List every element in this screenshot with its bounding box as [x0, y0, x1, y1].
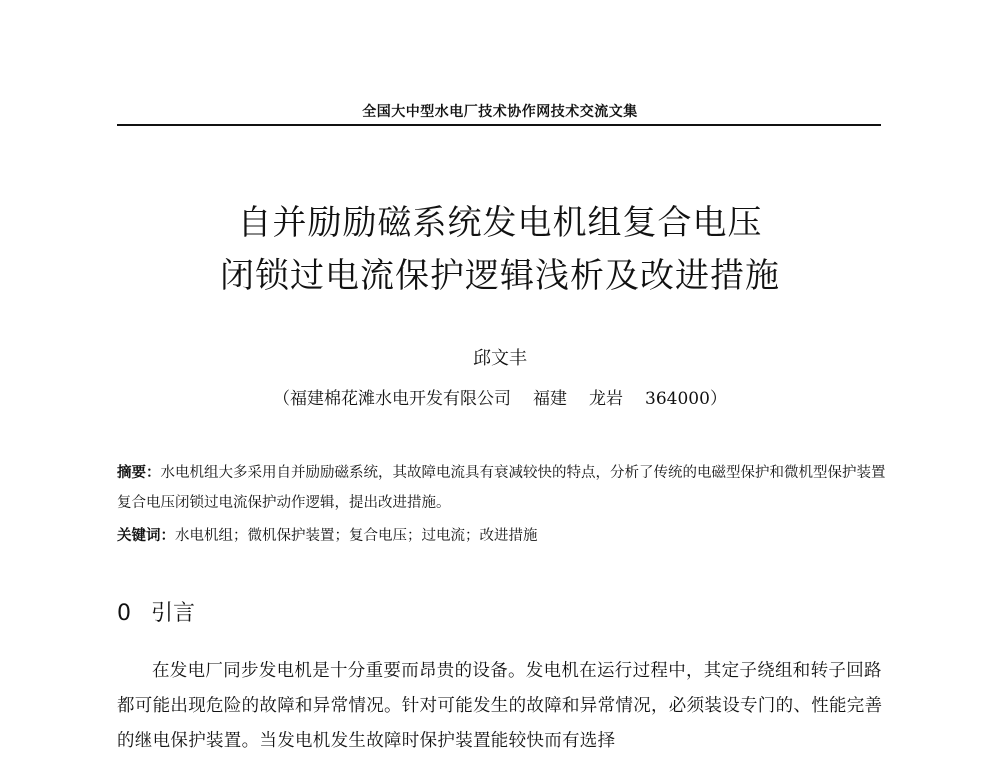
keywords-text: 水电机组；微机保护装置；复合电压；过电流；改进措施: [175, 528, 538, 544]
abstract-label: 摘要：: [117, 465, 161, 481]
paper-title-line-2: 闭锁过电流保护逻辑浅析及改进措施: [220, 256, 780, 296]
body-paragraph: 在发电厂同步发电机是十分重要而昂贵的设备。发电机在运行过程中，其定子绕组和转子回路都可能出现危险的故障和异常情况。针对可能发生的故障和异常情况，必须装设专门的、性能完善的继电保护装置。当发电机发生故障时保护装置能较快而有选择: [117, 661, 883, 751]
affiliation-postcode: 364000）: [645, 389, 727, 409]
keywords-label: 关键词：: [117, 528, 175, 544]
affiliation-org: （福建棉花滩水电开发有限公司: [273, 389, 512, 409]
section-heading: [117, 596, 195, 627]
author-affiliation: [0, 384, 1000, 409]
affiliation-province: 福建: [533, 389, 568, 409]
abstract-text: 水电机组大多采用自并励励磁系统，其故障电流具有衰减较快的特点，分析了传统的电磁型保护和微机型保护装置复合电压闭锁过电流保护动作逻辑，提出改进措施。: [117, 465, 886, 511]
abstract: [117, 458, 887, 518]
running-header: 全国大中型水电厂技术协作网技术交流文集: [362, 104, 638, 120]
affiliation-city: 龙岩: [589, 389, 624, 409]
section-title: 引言: [151, 601, 196, 626]
keywords: [117, 524, 887, 548]
section-number: 0: [117, 601, 131, 626]
header-divider: [117, 124, 881, 126]
paper-title-line-1: 自并励励磁系统发电机组复合电压: [237, 203, 763, 243]
author-name: 邱文丰: [473, 348, 527, 369]
